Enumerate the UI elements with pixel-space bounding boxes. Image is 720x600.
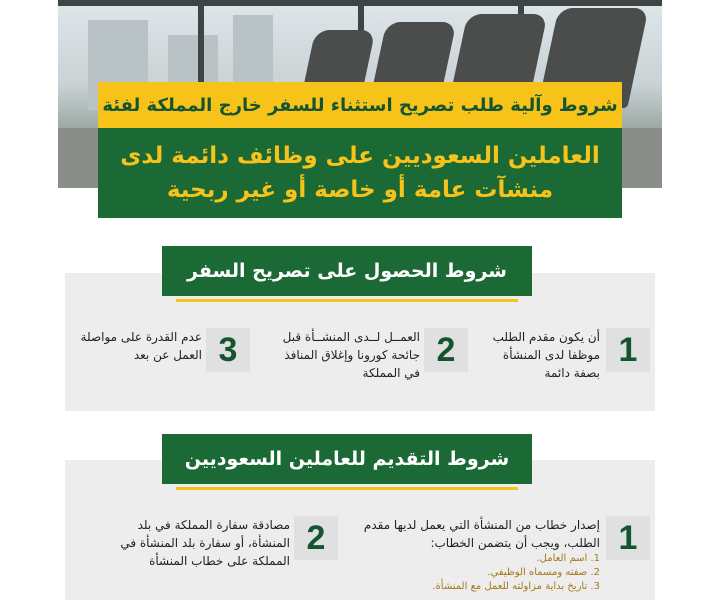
item-number: 3 (206, 328, 250, 372)
section2-header-text: شروط التقديم للعاملين السعوديين (184, 448, 510, 470)
condition-item-3: عدم القدرة على مواصلة العمل عن بعد (80, 330, 202, 362)
section1-header-text: شروط الحصول على تصريح السفر (187, 260, 507, 282)
item-number: 2 (294, 516, 338, 560)
section2-header (162, 434, 532, 484)
banner-subtitle-line2: منشآت عامة أو خاصة أو غير ربحية (166, 177, 554, 203)
section1-header (162, 246, 532, 296)
condition-item-2: العمــل لــدى المنشــأة قبل جائحة كورونا وإغلاق المنافذ في المملكة (282, 330, 420, 380)
item-number: 2 (424, 328, 468, 372)
banner-subtitle (98, 128, 622, 218)
item-number: 1 (606, 328, 650, 372)
condition-item-1: أن يكون مقدم الطلب موظفا لدى المنشأة بصفة دائمة (492, 330, 600, 380)
banner-title (98, 82, 622, 128)
banner-title-text: شروط وآلية طلب تصريح استثناء للسفر خارج المملكة لفئة (102, 94, 618, 116)
item-number: 1 (606, 516, 650, 560)
application-item-2: مصادقة سفارة المملكة في بلد المنشأة، أو سفارة بلد المنشأة في المملكة على خطاب المنشأة (120, 518, 290, 568)
application-item-1-text: إصدار خطاب من المنشأة التي يعمل لديها مقدم الطلب، ويجب أن يتضمن الخطاب: (363, 518, 600, 550)
application-subitem: 1. اسم العامل. (536, 553, 600, 564)
banner-subtitle-line1: العاملين السعوديين على وظائف دائمة لدى (120, 143, 600, 169)
application-subitem: 3. تاريخ بداية مزاولته للعمل مع المنشأة. (432, 581, 600, 592)
application-item-1 (362, 516, 600, 594)
application-subitem: 2. صفته ومسماه الوظيفي. (487, 567, 600, 578)
